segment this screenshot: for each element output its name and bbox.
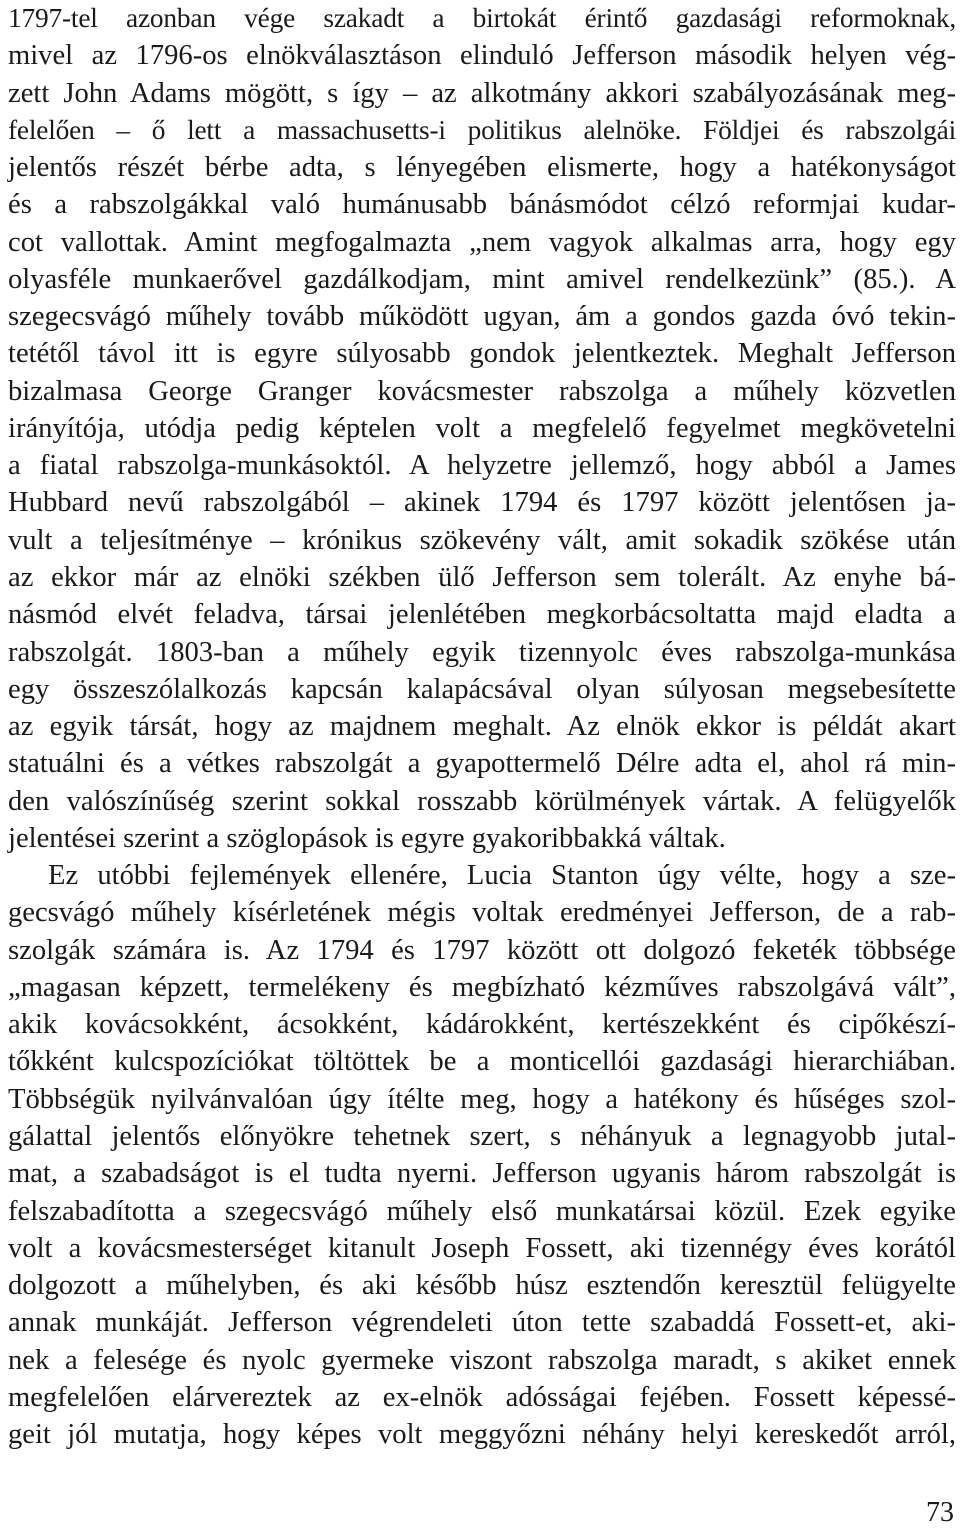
text-line: geit jól mutatja, hogy képes volt meggyőzni néhány helyi kereskedőt arról, <box>8 1419 956 1451</box>
text-line: a fiatal rabszolga-munkásoktól. A helyzetre jellemző, hogy abból a James <box>8 450 956 482</box>
text-line: olyasféle munkaerővel gazdálkodjam, mint amivel rendelkezünk” (85.). A <box>8 263 956 295</box>
text-line: gecsvágó műhely kísérletének mégis voltak eredményei Jefferson, de a rab- <box>8 897 956 929</box>
text-line: vult a teljesítménye – krónikus szökevény vált, amit sokadik szökése után <box>8 524 956 556</box>
text-line: megfelelően elárvereztek az ex-elnök adósságai fejében. Fossett képessé- <box>8 1381 956 1413</box>
text-line: Ez utóbbi fejlemények ellenére, Lucia Stanton úgy vélte, hogy a sze- <box>48 860 956 892</box>
text-line: tőkként kulcspozíciókat töltöttek be a monticellói gazdasági hierarchiában. <box>8 1046 956 1078</box>
text-line: az egyik társát, hogy az majdnem meghalt. Az elnök ekkor is példát akart <box>8 711 956 743</box>
text-line: Hubbard nevű rabszolgából – akinek 1794 és 1797 között jelentősen ja- <box>8 487 956 519</box>
text-line: akik kovácsokként, ácsokként, kádárokként, kertészekként és cipőkészí- <box>8 1009 956 1041</box>
text-line: rabszolgát. 1803-ban a műhely egyik tizennyolc éves rabszolga-munkása <box>8 636 956 668</box>
text-line: az ekkor már az elnöki székben ülő Jefferson sem tolerált. Az enyhe bá- <box>8 561 956 593</box>
text-line: egy összeszólalkozás kapcsán kalapácsával olyan súlyosan megsebesítette <box>8 673 956 705</box>
text-line: felelően – ő lett a massachusetts-i politikus alelnöke. Földjei és rabszolgái <box>8 114 956 145</box>
text-line: szegecsvágó műhely tovább működött ugyan, ám a gondos gazda óvó tekin- <box>8 301 956 333</box>
text-line: és a rabszolgákkal való humánusabb bánásmódot célzó reformjai kudar- <box>8 189 956 221</box>
text-line: nek a felesége és nyolc gyermeke viszont rabszolga maradt, s akiket ennek <box>8 1344 956 1376</box>
text-line: annak munkáját. Jefferson végrendeleti úton tette szabaddá Fossett-et, aki- <box>8 1307 956 1339</box>
text-line: felszabadította a szegecsvágó műhely első munkatársai közül. Ezek egyike <box>8 1195 956 1227</box>
text-line: den valószínűség szerint sokkal rosszabb körülmények vártak. A felügyelők <box>8 785 956 817</box>
page-number: 73 <box>926 1497 954 1528</box>
text-line: tetétől távol itt is egyre súlyosabb gondok jelentkeztek. Meghalt Jefferson <box>8 338 956 370</box>
text-line: Többségük nyilvánvalóan úgy ítélte meg, hogy a hatékony és hűséges szol- <box>8 1083 956 1115</box>
text-line: dolgozott a műhelyben, és aki később húsz esztendőn keresztül felügyelte <box>8 1270 956 1302</box>
text-line: mivel az 1796-os elnökválasztáson elinduló Jefferson második helyen vég- <box>8 40 956 72</box>
text-line: gálattal jelentős előnyökre tehetnek szert, s néhányuk a legnagyobb jutal- <box>8 1120 956 1152</box>
body-text <box>8 0 956 1453</box>
text-line: statuálni és a vétkes rabszolgát a gyapottermelő Délre adta el, ahol rá min- <box>8 748 956 780</box>
text-line: bizalmasa George Granger kovácsmester rabszolga a műhely közvetlen <box>8 375 956 407</box>
text-line: zett John Adams mögött, s így – az alkotmány akkori szabályozásának meg- <box>8 77 956 109</box>
text-line: 1797-tel azonban vége szakadt a birtokát érintő gazdasági reformoknak, <box>8 3 956 33</box>
text-line: irányítója, utódja pedig képtelen volt a megfelelő fegyelmet megkövetelni <box>8 412 956 444</box>
text-line: cot vallottak. Amint megfogalmazta „nem vagyok alkalmas arra, hogy egy <box>8 226 956 258</box>
text-line: „magasan képzett, termelékeny és megbízható kézműves rabszolgává vált”, <box>8 971 956 1003</box>
text-line: mat, a szabadságot is el tudta nyerni. Jefferson ugyanis három rabszolgát is <box>8 1158 956 1190</box>
text-line: jelentős részét bérbe adta, s lényegében elismerte, hogy a hatékonyságot <box>8 152 956 184</box>
text-line: jelentései szerint a szöglopások is egyre gyakoribbakká váltak. <box>8 822 726 854</box>
text-line: násmód elvét feladva, társai jelenlétében megkorbácsoltatta majd eladta a <box>8 599 956 631</box>
text-line: szolgák számára is. Az 1794 és 1797 között ott dolgozó feketék többsége <box>8 934 956 966</box>
text-line: volt a kovácsmesterséget kitanult Joseph Fossett, aki tizennégy éves korától <box>8 1232 956 1264</box>
